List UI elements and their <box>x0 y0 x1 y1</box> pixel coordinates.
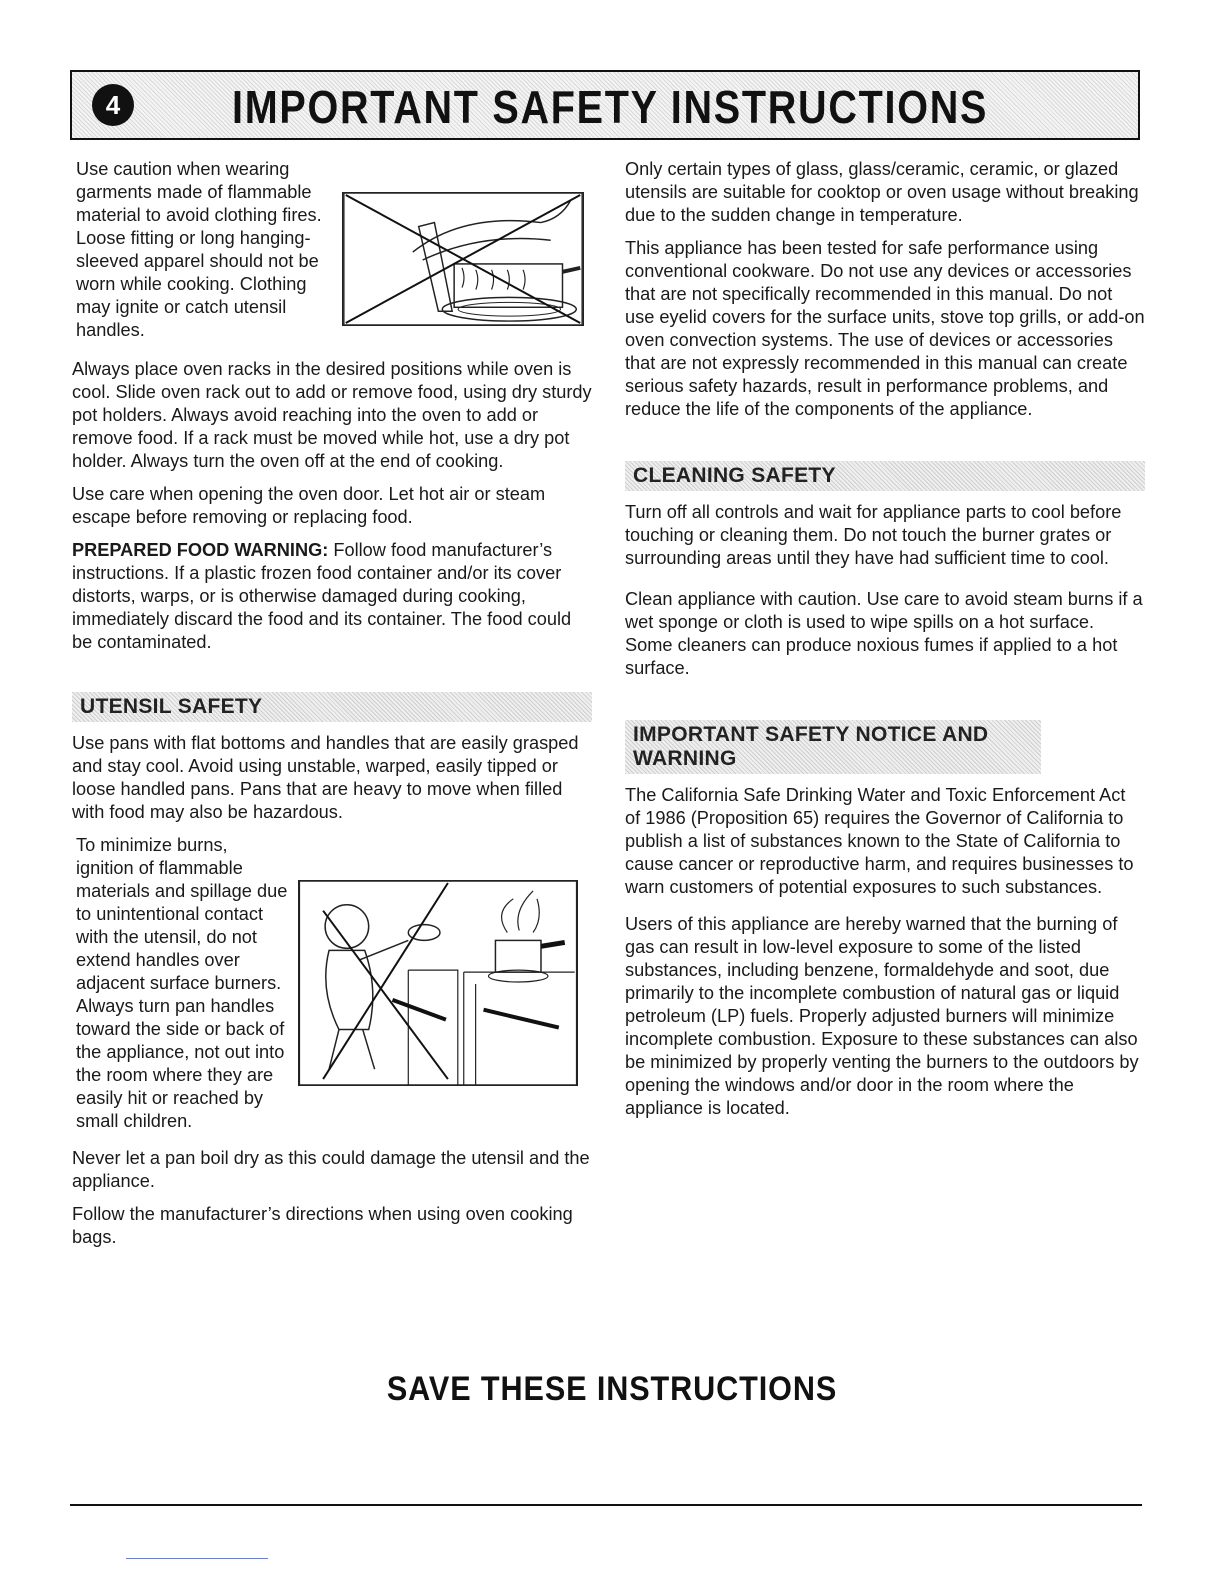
prepared-food-text: Follow food manufacturer’s instructions. If a plastic frozen food container and/or its cover distorts, warps, or is otherwise damaged during cooking, immediately discard the food and its container. The food could be contaminated. <box>72 540 572 652</box>
sleeve-fire-illustration <box>342 192 584 326</box>
safety-notice-heading: IMPORTANT SAFETY NOTICE AND WARNING <box>625 720 1041 774</box>
prepared-food-label: PREPARED FOOD WARNING: <box>72 540 329 560</box>
oven-racks-paragraph: Always place oven racks in the desired positions while oven is cool. Slide oven rack out to add or remove food, using dry sturdy pot holders. Always avoid reaching into the oven to add or remove food. If a rack must be moved while hot, use a dry pot holder. Always turn the oven off at the end of cooking. <box>72 359 592 471</box>
footer-link-underline <box>126 1558 268 1559</box>
clothing-warning-block <box>72 158 592 352</box>
right-column <box>625 158 1145 1130</box>
cleaning-controls-paragraph: Turn off all controls and wait for appliance parts to cool before touching or cleaning them. Do not touch the burner grates or surrounding areas until they have had sufficient time to cool. <box>625 502 1122 568</box>
utensil-pans-paragraph: Use pans with flat bottoms and handles that are easily grasped and stay cool. Avoid using unstable, warped, easily tipped or loose handled pans. Pans that are heavy to move when filled with food may also be hazardous. <box>72 733 579 822</box>
left-column <box>72 158 592 1259</box>
footer-rule <box>70 1504 1142 1506</box>
cleaning-caution-paragraph: Clean appliance with caution. Use care to avoid steam burns if a wet sponge or cloth is used to wipe spills on a hot surface. Some cleaners can produce noxious fumes if applied to a hot surface. <box>625 589 1143 678</box>
glass-utensils-paragraph: Only certain types of glass, glass/ceramic, ceramic, or glazed utensils are suitable for cooktop or oven usage without breaking due to the sudden change in temperature. <box>625 159 1139 225</box>
cooking-bags-paragraph: Follow the manufacturer’s directions when using oven cooking bags. <box>72 1204 573 1247</box>
pan-handle-block <box>72 834 592 1143</box>
oven-door-paragraph: Use care when opening the oven door. Let hot air or steam escape before removing or replacing food. <box>72 484 546 527</box>
gas-exposure-paragraph: Users of this appliance are hereby warned that the burning of gas can result in low-level exposure to some of the listed substances, including benzene, formaldehyde and soot, due primarily to the incomplete combustion of natural gas or liquid petroleum (LP) fuels. Properly adjusted burners will minimize incomplete combustion. Exposure to these substances can also be minimized by properly venting the burners to the outdoors by opening the windows and/or door in the room where the appliance is located. <box>625 914 1139 1118</box>
conventional-cookware-paragraph: This appliance has been tested for safe performance using conventional cookware. Do not use any devices or accessories that are not specifically recommended in this manual. Do not use eyelid covers for the surface units, stove top grills, or add-on oven convection systems. The use of devices or accessories that are not expressly recommended in this manual can create serious safety hazards, result in performance problems, and reduce the life of the components of the appliance. <box>625 238 1145 419</box>
cleaning-safety-heading: CLEANING SAFETY <box>625 461 1145 491</box>
proposition-65-paragraph: The California Safe Drinking Water and Toxic Enforcement Act of 1986 (Proposition 65) requires the Governor of California to publish a list of substances known to the State of California to cause cancer or reproductive harm, and requires businesses to warn customers of potential exposures to such substances. <box>625 785 1134 897</box>
section-number-badge: 4 <box>92 84 134 126</box>
header-banner <box>70 70 1140 140</box>
boil-dry-paragraph: Never let a pan boil dry as this could damage the utensil and the appliance. <box>72 1148 590 1191</box>
clothing-warning-text: Use caution when wearing garments made of flammable material to avoid clothing fires. Loose fitting or long hanging-sleeved apparel should not be worn while cooking. Clothing may ignite or catch utensil handles. <box>76 159 322 340</box>
pan-handle-paragraph: To minimize burns, ignition of flammable materials and spillage due to unintentional contact with the utensil, do not extend handles over adjacent surface burners. Always turn pan handles toward the side or back of the appliance, not out into the room where they are easily hit or reached by small children. <box>76 835 288 1131</box>
prepared-food-paragraph <box>72 539 592 654</box>
utensil-safety-heading: UTENSIL SAFETY <box>72 692 592 722</box>
child-pan-handle-illustration <box>298 880 578 1086</box>
page-title: IMPORTANT SAFETY INSTRUCTIONS <box>232 81 989 133</box>
save-instructions-footer: SAVE THESE INSTRUCTIONS <box>386 1370 838 1408</box>
